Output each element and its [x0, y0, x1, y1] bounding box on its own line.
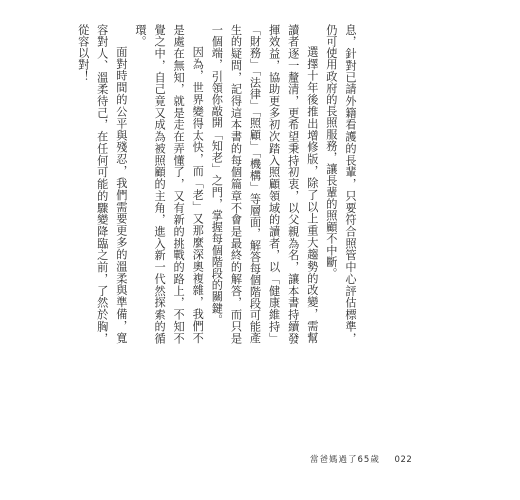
page-number: 022	[394, 455, 413, 465]
running-title: 當爸媽過了65歲	[310, 455, 380, 465]
body-text	[74, 24, 360, 344]
paragraph: 面對時間的公平與殘忍，我們需要更多的溫柔與準備，寬容對人、溫柔待己，在任何可能的驟變降臨之前，了然於胸，從容以對！	[76, 24, 128, 344]
paragraph: 因為，世界變得太快，而「老」又那麼深奧複雜，我們不是處在無知，就是走在弄懂了，又有新的挑戰的路上，不知不覺之中，自己竟又成為被照顧的主角，進入新一代然探索的循環。	[133, 24, 205, 344]
paragraph: 息，針對已請外籍看護的長輩，只要符合照管中心評估標準，仍可使用政府的長照服務，讓長輩的照顧不中斷。	[324, 24, 357, 344]
paragraph: 選擇十年後推出增修版，除了以上重大趨勢的改變，需幫讀者逐一釐清，更希望秉持初衷，以父親為名，讓本書持續發揮效益，協助更多初次踏入照顧領域的讀者，以「健康維持」「財務」「法律」「照顧」「機構」等層面，解答每個階段可能產生的疑問，記得這本書的每個篇章不會是最終的解答，而只是一個端，引領你敲開「知老」之門，掌握每個階段的關鍵。	[210, 24, 319, 344]
page-footer	[310, 453, 470, 467]
